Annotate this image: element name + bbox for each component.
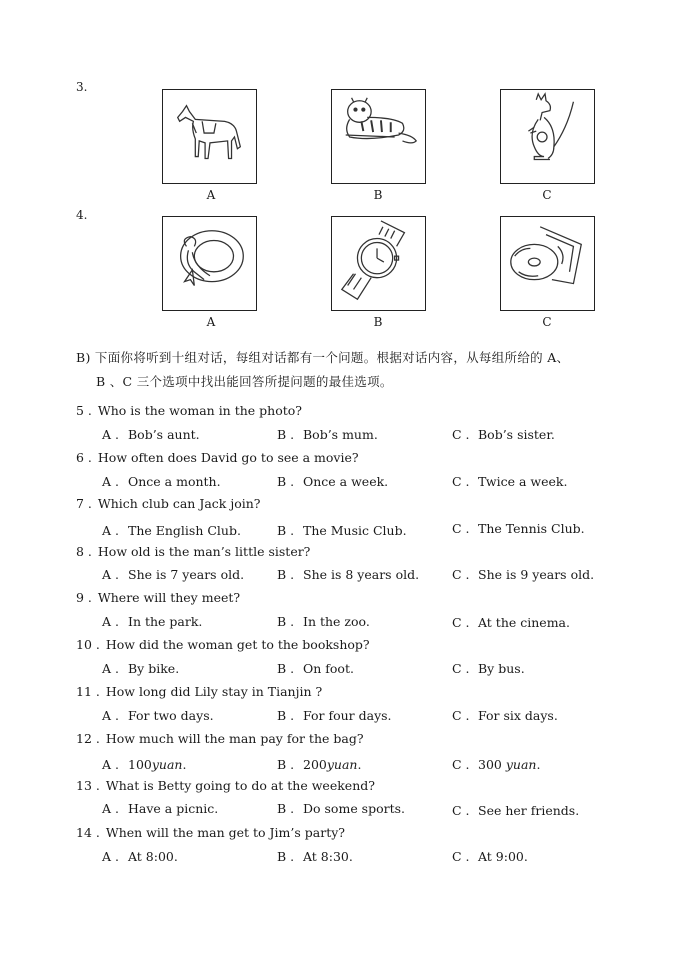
option-text: She is 8 years old.: [303, 567, 420, 582]
option-text: The Tennis Club.: [478, 521, 585, 536]
question-number: 5 .: [76, 403, 92, 418]
answer-option-a: [102, 708, 214, 723]
option-letter: C .: [452, 803, 470, 818]
answer-option-b: [277, 567, 419, 582]
section-b-instruction: B) 下面你将听到十组对话，每组对话都有一个问题。根据对话内容，从每组所给的 A、: [76, 350, 570, 365]
option-letter: A .: [102, 708, 119, 723]
question-item: [76, 544, 310, 559]
option-text: Once a week.: [303, 474, 389, 489]
option-letter: A .: [102, 849, 119, 864]
question-item: [76, 637, 370, 652]
option-letter: C .: [452, 708, 470, 723]
answer-option-c: [452, 427, 555, 442]
question-text: How long did Lily stay in Tianjin ?: [105, 684, 323, 699]
answer-option-c: [452, 661, 525, 676]
answer-option-b: [277, 708, 392, 723]
option-text: In the park.: [128, 614, 203, 629]
option-letter: C .: [452, 521, 470, 536]
answer-option-a: [102, 661, 179, 676]
option-letter: B .: [277, 801, 295, 816]
hat-icon: [162, 216, 257, 311]
answer-option-c: [452, 849, 528, 864]
question-text: Where will they meet?: [97, 590, 241, 605]
option-letter: A .: [102, 427, 119, 442]
option-text: Twice a week.: [478, 474, 568, 489]
watch-icon: [331, 216, 426, 311]
question-number: 8 .: [76, 544, 92, 559]
question-item: [76, 825, 345, 840]
answer-option-b: [277, 661, 354, 676]
answer-option-c: [452, 757, 540, 772]
answer-option-c: [452, 521, 585, 536]
option-letter: B .: [277, 614, 295, 629]
option-text: She is 9 years old.: [478, 567, 595, 582]
option-letter: B .: [277, 661, 295, 676]
question-item: [76, 684, 322, 699]
question-text: How much will the man pay for the bag?: [105, 731, 364, 746]
question-text: How did the woman get to the bookshop?: [105, 637, 370, 652]
option-letter: B .: [277, 708, 295, 723]
answer-option-c: [452, 474, 567, 489]
choice-label: A: [206, 315, 216, 329]
section-b-instruction-cont: B 、C 三个选项中找出能回答所提问题的最佳选项。: [96, 374, 393, 389]
answer-option-a: [102, 523, 241, 538]
question-number: 7 .: [76, 496, 92, 511]
answer-option-a: [102, 567, 244, 582]
option-text: Do some sports.: [303, 801, 406, 816]
question-item: [76, 450, 359, 465]
option-text: By bike.: [128, 661, 180, 676]
choice-label: A: [206, 188, 216, 202]
option-unit: yuan: [326, 757, 358, 772]
cd-icon: [500, 216, 595, 311]
choice-label: B: [373, 188, 383, 202]
option-text: The English Club.: [128, 523, 241, 538]
question-text: How often does David go to see a movie?: [97, 450, 359, 465]
option-letter: A .: [102, 801, 119, 816]
choice-label: C: [542, 188, 552, 202]
choice-label: C: [542, 315, 552, 329]
answer-option-b: [277, 849, 353, 864]
option-letter: C .: [452, 615, 470, 630]
option-letter: A .: [102, 474, 119, 489]
option-letter: C .: [452, 757, 470, 772]
option-letter: C .: [452, 427, 470, 442]
question-item: [76, 496, 261, 511]
option-text: For two days.: [128, 708, 214, 723]
answer-option-a: [102, 801, 218, 816]
option-letter: B .: [277, 523, 295, 538]
question-number: 4.: [76, 208, 88, 222]
answer-option-b: [277, 523, 407, 538]
answer-option-b: [277, 801, 405, 816]
option-end: .: [536, 757, 541, 772]
option-text: Bob’s aunt.: [128, 427, 200, 442]
option-text: At 8:30.: [303, 849, 353, 864]
option-text: Once a month.: [128, 474, 221, 489]
question-number: 9 .: [76, 590, 92, 605]
question-text: When will the man get to Jim’s party?: [105, 825, 345, 840]
option-unit: yuan: [151, 757, 183, 772]
option-unit: yuan: [505, 757, 537, 772]
question-item: [76, 403, 302, 418]
option-letter: A .: [102, 757, 119, 772]
option-end: .: [182, 757, 187, 772]
answer-option-c: [452, 567, 594, 582]
option-text: The Music Club.: [303, 523, 407, 538]
option-letter: B .: [277, 567, 295, 582]
option-letter: A .: [102, 567, 119, 582]
question-text: How old is the man’s little sister?: [97, 544, 311, 559]
option-text: Bob’s sister.: [478, 427, 555, 442]
answer-option-a: [102, 427, 200, 442]
tiger-icon: [331, 89, 426, 184]
option-letter: B .: [277, 849, 295, 864]
option-text: For six days.: [478, 708, 558, 723]
option-text: 300: [478, 757, 506, 772]
answer-option-b: [277, 427, 378, 442]
question-number: 11 .: [76, 684, 100, 699]
horse-icon: [162, 89, 257, 184]
answer-option-b: [277, 757, 361, 772]
option-letter: A .: [102, 523, 119, 538]
option-text: At the cinema.: [478, 615, 570, 630]
option-letter: C .: [452, 567, 470, 582]
option-letter: B .: [277, 757, 295, 772]
option-end: .: [357, 757, 362, 772]
answer-option-a: [102, 757, 186, 772]
question-number: 13 .: [76, 778, 100, 793]
question-text: Which club can Jack join?: [97, 496, 261, 511]
option-text: She is 7 years old.: [128, 567, 245, 582]
question-text: Who is the woman in the photo?: [97, 403, 302, 418]
answer-option-c: [452, 615, 570, 630]
question-number: 6 .: [76, 450, 92, 465]
option-text: 100: [128, 757, 152, 772]
question-item: [76, 590, 240, 605]
answer-option-b: [277, 474, 388, 489]
answer-option-c: [452, 708, 558, 723]
answer-option-a: [102, 614, 202, 629]
option-text: On foot.: [303, 661, 354, 676]
choice-label: B: [373, 315, 383, 329]
option-text: At 9:00.: [478, 849, 528, 864]
option-letter: B .: [277, 427, 295, 442]
question-number: 14 .: [76, 825, 100, 840]
answer-option-c: [452, 803, 579, 818]
answer-option-b: [277, 614, 370, 629]
option-text: See her friends.: [478, 803, 580, 818]
answer-option-a: [102, 849, 178, 864]
option-letter: A .: [102, 614, 119, 629]
option-text: Bob’s mum.: [303, 427, 378, 442]
option-text: For four days.: [303, 708, 392, 723]
question-number: 10 .: [76, 637, 100, 652]
question-number: 3.: [76, 80, 88, 94]
option-text: 200: [303, 757, 327, 772]
option-letter: C .: [452, 661, 470, 676]
question-number: 12 .: [76, 731, 100, 746]
option-text: At 8:00.: [128, 849, 178, 864]
kangaroo-icon: [500, 89, 595, 184]
option-letter: C .: [452, 849, 470, 864]
option-letter: A .: [102, 661, 119, 676]
option-text: By bus.: [478, 661, 525, 676]
option-text: In the zoo.: [303, 614, 370, 629]
option-text: Have a picnic.: [128, 801, 219, 816]
question-item: [76, 731, 364, 746]
answer-option-a: [102, 474, 221, 489]
option-letter: C .: [452, 474, 470, 489]
question-item: [76, 778, 375, 793]
question-text: What is Betty going to do at the weekend?: [105, 778, 375, 793]
option-letter: B .: [277, 474, 295, 489]
